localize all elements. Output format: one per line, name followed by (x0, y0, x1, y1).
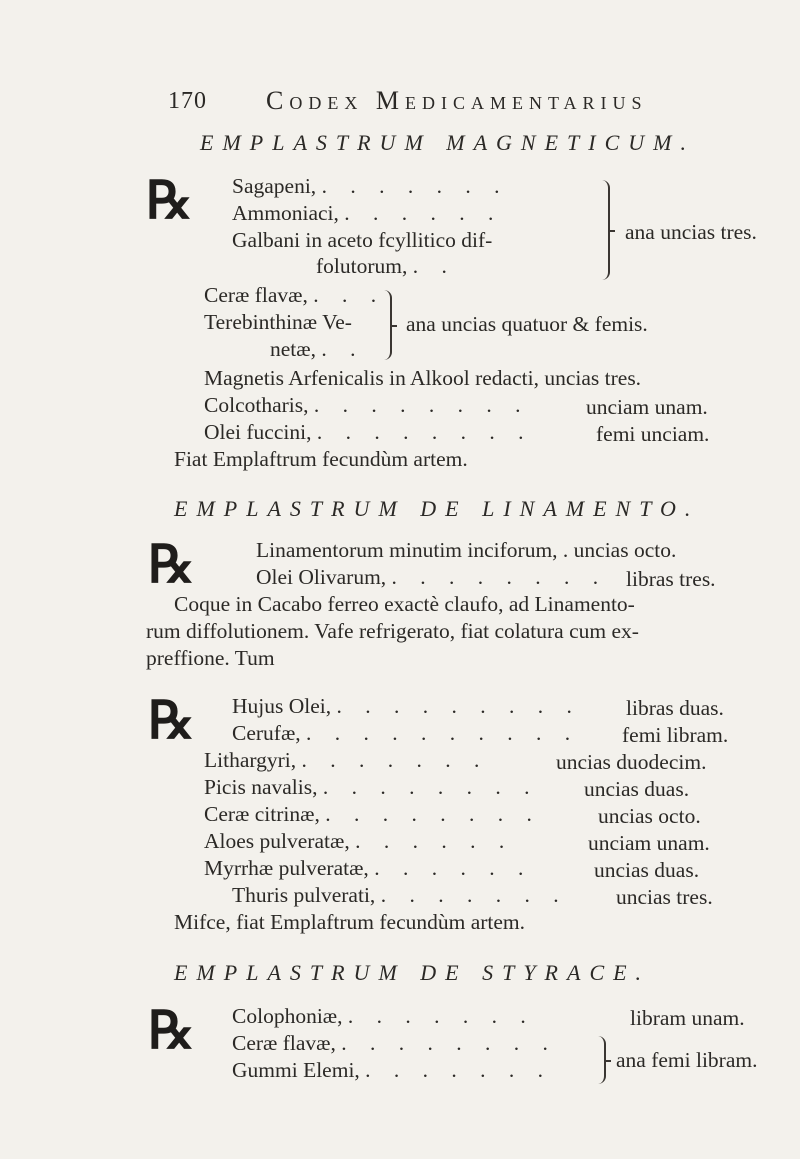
ingredient-name: Gummi Elemi, (232, 1058, 360, 1082)
dot-leader: . . . . . . . . . (336, 694, 581, 718)
ingredient-line (232, 230, 492, 252)
ingredient-line (204, 831, 513, 853)
dot-leader: . . . . . . . (347, 1004, 535, 1028)
dot-leader: . . . . . . (355, 829, 514, 853)
instruction-text: preffione. Tum (146, 646, 275, 670)
dot-leader: . . . . . . . (365, 1058, 553, 1082)
ingredient-name: Thuris pulverati, (232, 883, 376, 907)
ingredient-line (204, 285, 385, 307)
ingredient-line (232, 1060, 552, 1082)
quantity: femi libram. (622, 723, 729, 747)
instruction-text: rum diffolutionem. Vafe refrigerato, fiat colatura cum ex- (146, 619, 639, 643)
quantity: uncias duas. (594, 858, 700, 882)
ingredient-line (204, 395, 530, 417)
quantity: unciam unam. (586, 395, 708, 419)
recipe-symbol: ℞ (148, 537, 195, 594)
instruction-line (174, 449, 468, 471)
running-title: Codex Medicamentarius (266, 86, 648, 115)
dot-leader: . . . . . . . . (341, 1031, 557, 1055)
dot-leader: . . . . . . (374, 856, 533, 880)
ingredient-line (232, 1033, 557, 1055)
dot-leader: . . (412, 254, 456, 278)
dot-leader: . . . . . . . (380, 883, 568, 907)
instruction-line (174, 594, 635, 616)
recipe-symbol: ℞ (146, 173, 193, 230)
quantity: uncias duodecim. (556, 750, 707, 774)
section-title-magneticum: EMPLASTRUM MAGNETICUM. (200, 130, 695, 155)
ingredient-line (232, 723, 579, 745)
ingredient-name: Cerufæ, (232, 721, 301, 745)
ingredient-name: Ammoniaci, (232, 201, 339, 225)
ingredient-line (232, 885, 568, 907)
brace-note: ana uncias tres. (625, 220, 757, 244)
quantity: uncias octo. (598, 804, 701, 828)
instruction-line (146, 648, 275, 670)
dot-leader: . . . . . . . . (325, 802, 541, 826)
ingredient-name: Lithargyri, (204, 748, 297, 772)
ingredient-line (232, 203, 502, 225)
quantity: libras duas. (626, 696, 724, 720)
ingredient-name: Aloes pulveratæ, (204, 829, 350, 853)
ingredient-name: Picis navalis, (204, 775, 318, 799)
ingredient-line (232, 696, 581, 718)
instruction-text: Fiat Emplaftrum fecundùm artem. (174, 447, 468, 471)
dot-leader: . . . . . . . (321, 174, 509, 198)
section-title-styrace: EMPLASTRUM DE STYRACE. (174, 960, 651, 985)
dot-leader: . . . . . . . . (322, 775, 539, 799)
dot-leader: . . (321, 337, 365, 361)
dot-leader: . . . . . . . . (313, 393, 530, 417)
dot-leader: . . . . . . . . . . (306, 721, 580, 745)
ingredient-name: Colcotharis, (204, 393, 309, 417)
section-title-linamento: EMPLASTRUM DE LINAMENTO. (174, 496, 700, 521)
instruction-text: Mifce, fiat Emplaftrum fecundùm artem. (174, 910, 526, 934)
ingredient-line (204, 422, 532, 444)
dot-leader: . . . . . . . (301, 748, 489, 772)
ingredient-line (232, 1006, 535, 1028)
ingredient-name: Ceræ flavæ, (232, 1031, 336, 1055)
quantity: libras tres. (626, 567, 716, 591)
ingredient-line (270, 339, 364, 361)
dot-leader: . . . . . . . . (391, 565, 608, 589)
quantity: libram unam. (630, 1006, 745, 1030)
dot-leader: . . . . . . . . (316, 420, 533, 444)
recipe-symbol: ℞ (148, 1003, 195, 1060)
ingredient-line (204, 312, 352, 334)
instruction-text: Coque in Cacabo ferreo exactè claufo, ad Linamento- (174, 592, 635, 616)
brace-note: ana uncias quatuor & femis. (406, 312, 648, 336)
quantity: unciam unam. (588, 831, 710, 855)
brace-note: ana femi libram. (616, 1048, 758, 1072)
dot-leader: . . . (313, 283, 386, 307)
dot-leader: . . . . . . (344, 201, 503, 225)
brace (598, 1036, 606, 1084)
quantity: femi unciam. (596, 422, 710, 446)
ingredient-name: Colophoniæ, (232, 1004, 343, 1028)
brace (384, 290, 392, 360)
ingredient-name: Sagapeni, (232, 174, 317, 198)
quantity: uncias duas. (584, 777, 690, 801)
ingredient-name: Galbani in aceto fcyllitico dif- (232, 228, 493, 252)
ingredient-line (204, 858, 532, 880)
ingredient-name: Magnetis Arfenicalis in Alkool redacti, uncias tres. (204, 366, 642, 390)
quantity: uncias tres. (616, 885, 713, 909)
ingredient-line (204, 750, 488, 772)
ingredient-name: Hujus Olei, (232, 694, 332, 718)
ingredient-name: netæ, (270, 337, 316, 361)
ingredient-line (256, 567, 607, 589)
ingredient-name: Ceræ flavæ, (204, 283, 308, 307)
instruction-line (174, 912, 525, 934)
ingredient-name: folutorum, (316, 254, 408, 278)
ingredient-line (256, 540, 676, 562)
recipe-symbol: ℞ (148, 693, 195, 750)
ingredient-name: Myrrhæ pulveratæ, (204, 856, 369, 880)
ingredient-line (204, 804, 541, 826)
ingredient-line (204, 368, 641, 390)
ingredient-line (316, 256, 456, 278)
brace (602, 180, 610, 280)
page-number: 170 (168, 88, 207, 114)
instruction-line (146, 621, 639, 643)
ingredient-name: Ceræ citrinæ, (204, 802, 320, 826)
ingredient-name: Olei fuccini, (204, 420, 312, 444)
ingredient-line (232, 176, 508, 198)
ingredient-name: Olei Olivarum, (256, 565, 387, 589)
ingredient-line (204, 777, 538, 799)
ingredient-name: Terebinthinæ Ve- (204, 310, 352, 334)
ingredient-name: Linamentorum minutim inciforum, . uncias octo. (256, 538, 677, 562)
